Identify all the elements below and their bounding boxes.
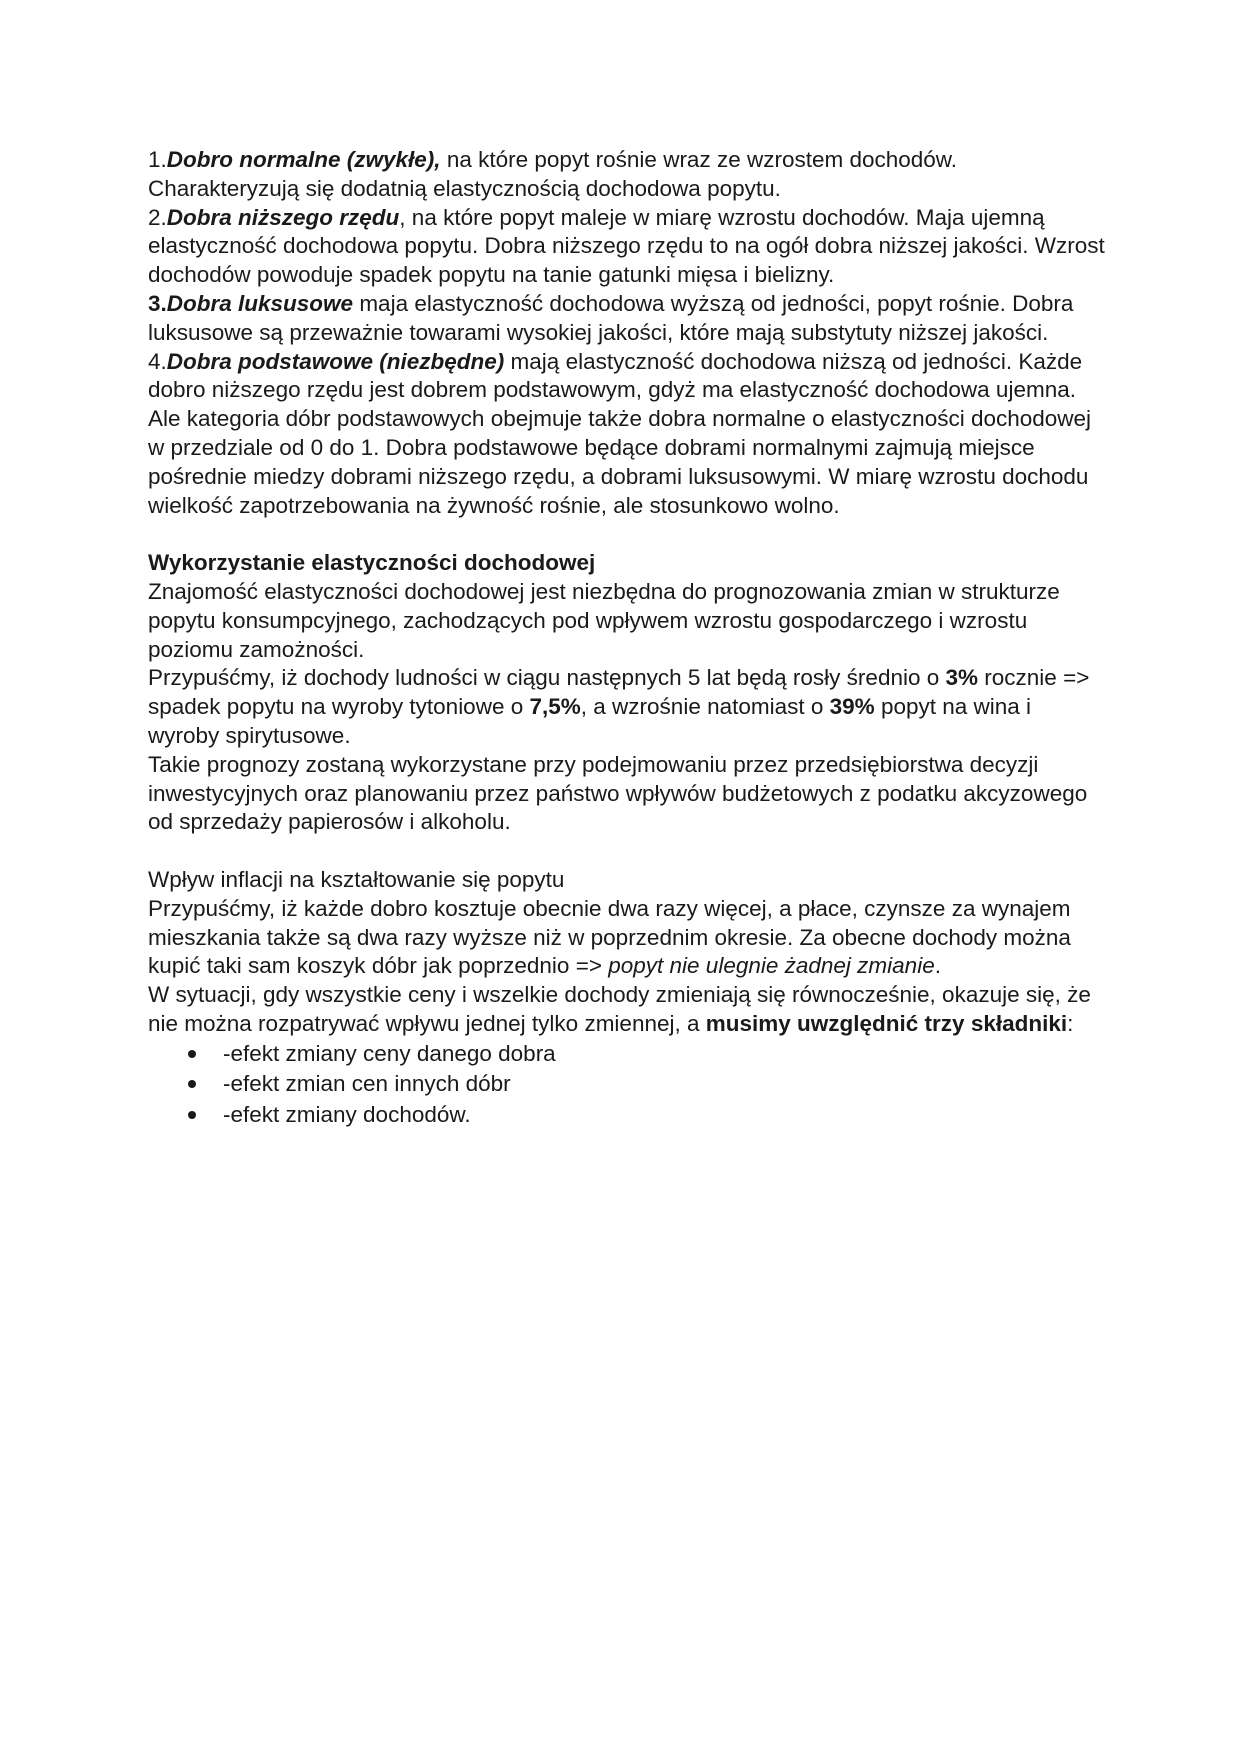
usage-p2-text-c: rocznie => spadek popytu na wyroby tytoniowe o: [148, 665, 1090, 720]
section-4-term: Dobra podstawowe (niezbędne): [166, 348, 505, 374]
section-4-number: 4.: [148, 348, 167, 374]
list-item: [148, 1100, 1108, 1131]
usage-p2-value-2: 7,5%: [529, 694, 581, 720]
inflation-p2-bold: musimy uwzględnić trzy składniki: [705, 1010, 1068, 1036]
section-4-text: mają elastyczność dochodowa niższą od jedności. Każde dobro niższego rzędu jest dobrem podstawowym, gdyż ma elastyczność dochodowa ujemna. Ale kategoria dóbr podstawowych obejmuje także dobra normalne o elastyczności dochodowej w przedziale od 0 do 1. Dobra podstawowe będące dobrami normalnymi zajmują miejsce pośrednie miedzy dobrami niższego rzędu, a dobrami luksusowymi. W miarę wzrostu dochodu wielkość zapotrzebowania na żywność rośnie, ale stosunkowo wolno.: [148, 348, 1092, 518]
spacer: [148, 520, 1108, 549]
usage-paragraph-2: [148, 664, 1108, 750]
section-2: [148, 204, 1108, 290]
document-page: [148, 146, 1108, 1130]
bullet-icon: [188, 1111, 196, 1119]
section-2-number: 2.: [148, 204, 167, 230]
inflation-p1-italic: popyt nie ulegnie żadnej zmianie: [608, 953, 935, 979]
section-2-text: , na które popyt maleje w miarę wzrostu dochodów. Maja ujemną elastyczność dochodowa popytu. Dobra niższego rzędu to na ogół dobra niższej jakości. Wzrost dochodów powoduje spadek popytu na tanie gatunki mięsa i bielizny.: [148, 204, 1105, 288]
list-item: [148, 1069, 1108, 1100]
usage-p2-value-1: 3%: [945, 665, 979, 691]
inflation-heading: Wpływ inflacji na kształtowanie się popytu: [148, 866, 565, 892]
inflation-paragraph-1: [148, 895, 1108, 981]
usage-p2-value-3: 39%: [829, 694, 875, 720]
section-1: [148, 146, 1108, 204]
list-item-text: -efekt zmian cen innych dóbr: [223, 1071, 511, 1097]
usage-paragraph-3: Takie prognozy zostaną wykorzystane przy podejmowaniu przez przedsiębiorstwa decyzji inwestycyjnych oraz planowaniu przez państwo wpływów budżetowych z podatku akcyzowego od sprzedaży papierosów i alkoholu.: [148, 751, 1088, 835]
inflation-p2-text: W sytuacji, gdy wszystkie ceny i wszelkie dochody zmieniają się równocześnie, okazuje się, że nie można rozpatrywać wpływu jednej tylko zmiennej, a: [148, 982, 1091, 1036]
section-1-line2: Charakteryzują się dodatnią elastycznością dochodowa popytu.: [148, 175, 781, 201]
bullet-icon: [188, 1050, 196, 1058]
list-item-text: -efekt zmiany dochodów.: [223, 1101, 471, 1127]
section-3-text: maja elastyczność dochodowa wyższą od jedności, popyt rośnie. Dobra luksusowe są przeważnie towarami wysokiej jakości, które mają substytuty niższej jakości.: [148, 290, 1074, 345]
section-3: [148, 290, 1108, 348]
usage-p2-text-e: popyt na wina i wyroby spirytusowe.: [148, 694, 1032, 748]
inflation-p2-end: :: [1067, 1010, 1074, 1036]
section-4: [148, 348, 1108, 521]
section-1-line1-rest: na które popyt rośnie wraz ze wzrostem dochodów.: [440, 147, 958, 172]
list-item: [148, 1039, 1108, 1070]
inflation-p1-end: .: [934, 953, 941, 979]
usage-paragraph-1: Znajomość elastyczności dochodowej jest niezbędna do prognozowania zmian w strukturze popytu konsumpcyjnego, zachodzących pod wpływem wzrostu gospodarczego i wzrostu poziomu zamożności.: [148, 578, 1060, 662]
effects-list: [148, 1039, 1108, 1131]
usage-heading: Wykorzystanie elastyczności dochodowej: [148, 550, 596, 576]
usage-p2-text-d: , a wzrośnie natomiast o: [580, 694, 830, 720]
section-2-term: Dobra niższego rzędu: [166, 204, 400, 230]
section-1-term: Dobro normalne (zwykłe),: [166, 147, 441, 172]
bullet-icon: [188, 1080, 196, 1088]
section-3-term: Dobra luksusowe: [166, 290, 354, 316]
section-3-number: 3.: [148, 290, 167, 316]
section-1-number: 1.: [148, 147, 167, 172]
spacer: [148, 837, 1108, 866]
inflation-paragraph-2: [148, 981, 1108, 1039]
list-item-text: -efekt zmiany ceny danego dobra: [223, 1040, 556, 1066]
usage-p2-text-a: Przypuśćmy, iż dochody ludności w ciągu następnych 5 lat będą rosły średnio o: [148, 665, 946, 691]
inflation-p1-text: Przypuśćmy, iż każde dobro kosztuje obecnie dwa razy więcej, a płace, czynsze za wynajem mieszkania także są dwa razy wyższe niż w poprzednim okresie. Za obecne dochody można kupić taki sam koszyk dóbr jak poprzednio =>: [148, 895, 1071, 979]
